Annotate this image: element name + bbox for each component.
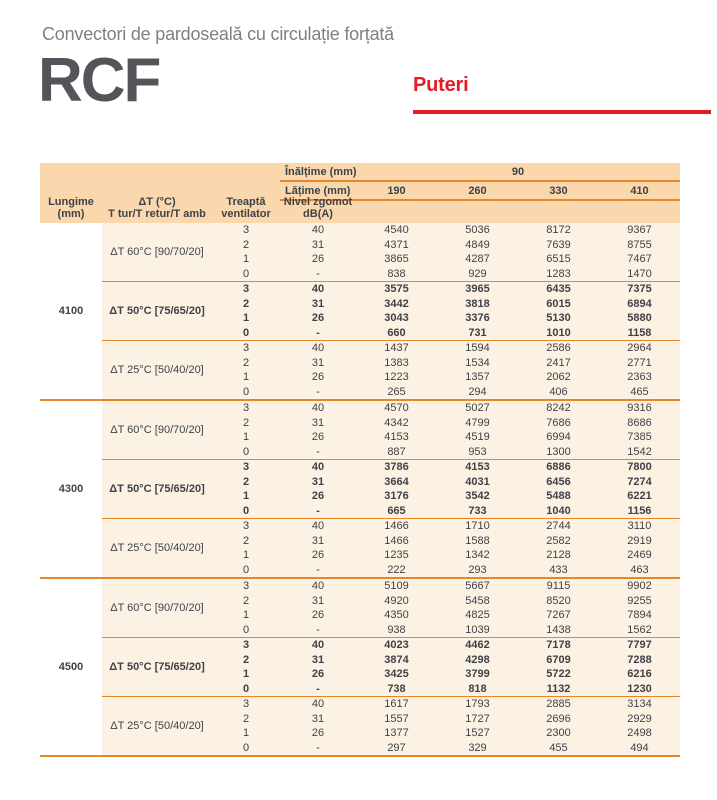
- dt-label-cell: ΔT 60°C [90/70/20]: [110, 246, 204, 258]
- fan-step-cell: 0: [242, 326, 250, 339]
- power-value-cell: 4342: [384, 416, 409, 429]
- power-value-cell: 1377: [384, 727, 409, 740]
- table-body: [40, 223, 680, 757]
- power-value-cell: 494: [630, 741, 649, 754]
- power-value-cell: 818: [468, 682, 487, 695]
- power-value-cell: 294: [468, 385, 487, 398]
- fan-step-cell: 0: [242, 741, 250, 754]
- power-value-cell: 463: [630, 563, 649, 576]
- power-value-cell: 3425: [384, 668, 409, 681]
- power-value-cell: 5488: [546, 490, 571, 503]
- power-value-cell: 4825: [465, 609, 490, 622]
- noise-level-cell: 26: [311, 312, 325, 325]
- power-value-cell: 5880: [627, 312, 652, 325]
- fan-step-cell: 2: [242, 712, 250, 725]
- column-header-treapta-line1: Treaptă: [226, 196, 266, 208]
- dt-label-cell: ΔT 60°C [90/70/20]: [110, 602, 204, 614]
- fan-step-cell: 3: [242, 342, 250, 355]
- power-value-cell: 222: [387, 563, 406, 576]
- power-value-cell: 455: [549, 741, 568, 754]
- dt-block: [102, 579, 680, 637]
- power-value-cell: 2744: [546, 520, 571, 533]
- power-value-cell: 3110: [627, 520, 652, 533]
- fan-step-cell: 1: [242, 609, 250, 622]
- power-value-cell: 4153: [384, 431, 409, 444]
- dt-label-cell: ΔT 50°C [75/65/20]: [109, 305, 205, 317]
- power-value-cell: 3176: [384, 490, 409, 503]
- power-value-cell: 293: [468, 563, 487, 576]
- dt-label-cell: ΔT 25°C [50/40/20]: [110, 720, 204, 732]
- power-value-cell: 8242: [546, 402, 571, 415]
- noise-level-cell: 26: [311, 253, 325, 266]
- fan-step-cell: 1: [242, 253, 250, 266]
- width-value-410: 410: [599, 182, 680, 201]
- power-value-cell: 9316: [627, 402, 652, 415]
- noise-level-cell: -: [316, 682, 320, 695]
- power-value-cell: 8755: [627, 238, 652, 251]
- power-value-cell: 953: [468, 445, 487, 458]
- power-value-cell: 3874: [384, 653, 409, 666]
- power-value-cell: 6994: [546, 431, 571, 444]
- power-value-cell: 1223: [384, 371, 409, 384]
- fan-step-cell: 0: [242, 445, 250, 458]
- column-header-zgomot-line1: Nivel zgomot: [283, 196, 353, 208]
- noise-level-cell: 40: [311, 580, 325, 593]
- power-value-cell: 1010: [546, 326, 571, 339]
- power-value-cell: 6216: [627, 668, 652, 681]
- power-value-cell: 4849: [465, 238, 490, 251]
- power-value-cell: 2696: [546, 712, 571, 725]
- fan-step-cell: 1: [242, 668, 250, 681]
- noise-level-cell: 31: [311, 356, 325, 369]
- dt-blocks: [102, 223, 680, 399]
- power-value-cell: 7800: [627, 461, 652, 474]
- fan-step-cell: 2: [242, 475, 250, 488]
- noise-level-cell: 31: [311, 534, 325, 547]
- power-value-cell: 1235: [384, 549, 409, 562]
- power-value-cell: 4298: [465, 653, 490, 666]
- power-value-cell: 1617: [384, 698, 409, 711]
- dt-blocks: [102, 401, 680, 577]
- power-value-cell: 3575: [384, 283, 409, 296]
- power-value-cell: 7639: [546, 238, 571, 251]
- power-value-cell: 1793: [465, 698, 490, 711]
- power-value-cell: 7267: [546, 609, 571, 622]
- power-value-cell: 1710: [465, 520, 490, 533]
- fan-step-cell: 0: [242, 267, 250, 280]
- fan-step-cell: 3: [242, 639, 250, 652]
- power-value-cell: 4570: [384, 402, 409, 415]
- noise-level-cell: 40: [311, 283, 325, 296]
- power-value-cell: 7467: [627, 253, 652, 266]
- power-value-cell: 4540: [384, 224, 409, 237]
- power-value-cell: 1132: [546, 682, 571, 695]
- dt-label-cell: ΔT 50°C [75/65/20]: [109, 661, 205, 673]
- power-value-cell: 2885: [546, 698, 571, 711]
- fan-step-cell: 3: [242, 461, 250, 474]
- power-value-cell: 4462: [465, 639, 490, 652]
- power-value-cell: 1040: [546, 504, 571, 517]
- power-value-cell: 2469: [627, 549, 652, 562]
- column-header-dt-line1: ΔT (°C): [138, 196, 176, 208]
- fan-step-cell: 0: [242, 385, 250, 398]
- length-group: [40, 579, 680, 757]
- noise-level-cell: 26: [311, 431, 325, 444]
- section-title: Puteri: [413, 74, 469, 96]
- dt-label-cell: ΔT 25°C [50/40/20]: [110, 364, 204, 376]
- power-value-cell: 738: [387, 682, 406, 695]
- section-header: [413, 74, 711, 114]
- power-value-cell: 4153: [465, 461, 490, 474]
- power-value-cell: 9902: [627, 580, 652, 593]
- power-value-cell: 6015: [546, 297, 571, 310]
- power-value-cell: 7178: [546, 639, 571, 652]
- power-value-cell: 1727: [465, 712, 490, 725]
- power-value-cell: 1470: [627, 267, 652, 280]
- power-value-cell: 6709: [546, 653, 571, 666]
- column-header-treapta-line2: ventilator: [221, 208, 271, 220]
- dt-block: [102, 459, 680, 518]
- noise-level-cell: 31: [311, 297, 325, 310]
- power-value-cell: 1383: [384, 356, 409, 369]
- power-value-cell: 3865: [384, 253, 409, 266]
- length-cell: 4100: [40, 223, 102, 399]
- power-value-cell: 7288: [627, 653, 652, 666]
- power-value-cell: 3043: [384, 312, 409, 325]
- noise-level-cell: 31: [311, 416, 325, 429]
- power-value-cell: 265: [387, 385, 406, 398]
- dt-block: [102, 696, 680, 755]
- powers-table: [40, 163, 680, 757]
- column-header-lungime-line1: Lungime: [48, 196, 94, 208]
- fan-step-cell: 3: [242, 402, 250, 415]
- power-value-cell: 406: [549, 385, 568, 398]
- power-value-cell: 660: [387, 326, 406, 339]
- fan-step-cell: 3: [242, 520, 250, 533]
- power-value-cell: 665: [387, 504, 406, 517]
- width-value-330: 330: [518, 182, 599, 201]
- power-value-cell: 6886: [546, 461, 571, 474]
- dt-block: [102, 401, 680, 459]
- column-header-treapta: [212, 163, 280, 223]
- fan-step-cell: 1: [242, 549, 250, 562]
- power-value-cell: 4287: [465, 253, 490, 266]
- power-value-cell: 1594: [465, 342, 490, 355]
- power-value-cell: 1283: [546, 267, 571, 280]
- power-value-cell: 1588: [465, 534, 490, 547]
- power-value-cell: 2771: [627, 356, 652, 369]
- power-value-cell: 4920: [384, 594, 409, 607]
- noise-level-cell: -: [316, 623, 320, 636]
- dt-blocks: [102, 579, 680, 755]
- fan-step-cell: 2: [242, 594, 250, 607]
- power-value-cell: 3818: [465, 297, 490, 310]
- column-header-lungime-line2: (mm): [57, 208, 85, 220]
- power-value-cell: 8520: [546, 594, 571, 607]
- power-value-cell: 5667: [465, 580, 490, 593]
- noise-level-cell: -: [316, 741, 320, 754]
- noise-level-cell: 26: [311, 549, 325, 562]
- power-value-cell: 6221: [627, 490, 652, 503]
- power-value-cell: 4799: [465, 416, 490, 429]
- power-value-cell: 2919: [627, 534, 652, 547]
- noise-level-cell: 31: [311, 238, 325, 251]
- power-value-cell: 6515: [546, 253, 571, 266]
- power-value-cell: 4023: [384, 639, 409, 652]
- power-value-cell: 1230: [627, 682, 652, 695]
- dt-label-cell: ΔT 60°C [90/70/20]: [110, 424, 204, 436]
- power-value-cell: 1534: [465, 356, 490, 369]
- noise-level-cell: 40: [311, 520, 325, 533]
- fan-step-cell: 2: [242, 416, 250, 429]
- power-value-cell: 1557: [384, 712, 409, 725]
- noise-level-cell: 31: [311, 712, 325, 725]
- power-value-cell: 2363: [627, 371, 652, 384]
- power-value-cell: 7797: [627, 639, 652, 652]
- power-value-cell: 433: [549, 563, 568, 576]
- power-value-cell: 2062: [546, 371, 571, 384]
- fan-step-cell: 2: [242, 653, 250, 666]
- noise-level-cell: 26: [311, 668, 325, 681]
- fan-step-cell: 2: [242, 534, 250, 547]
- column-header-dt-line2: T tur/T retur/T amb: [108, 208, 206, 220]
- product-name: RCF: [38, 46, 160, 115]
- column-header-zgomot: [280, 196, 356, 223]
- power-value-cell: 1342: [465, 549, 490, 562]
- power-value-cell: 7385: [627, 431, 652, 444]
- power-value-cell: 2929: [627, 712, 652, 725]
- noise-level-cell: -: [316, 504, 320, 517]
- power-value-cell: 5036: [465, 224, 490, 237]
- fan-step-cell: 1: [242, 431, 250, 444]
- fan-step-cell: 2: [242, 238, 250, 251]
- power-value-cell: 1527: [465, 727, 490, 740]
- noise-level-cell: 40: [311, 342, 325, 355]
- fan-step-cell: 2: [242, 297, 250, 310]
- power-value-cell: 6456: [546, 475, 571, 488]
- noise-level-cell: 40: [311, 461, 325, 474]
- power-value-cell: 1437: [384, 342, 409, 355]
- power-value-cell: 5458: [465, 594, 490, 607]
- power-value-cell: 5109: [384, 580, 409, 593]
- power-value-cell: 3542: [465, 490, 490, 503]
- power-value-cell: 1438: [546, 623, 571, 636]
- power-value-cell: 9367: [627, 224, 652, 237]
- fan-step-cell: 0: [242, 682, 250, 695]
- dt-label-cell: ΔT 50°C [75/65/20]: [109, 483, 205, 495]
- power-value-cell: 1300: [546, 445, 571, 458]
- power-value-cell: 2417: [546, 356, 571, 369]
- noise-level-cell: 26: [311, 609, 325, 622]
- dt-block: [102, 281, 680, 340]
- dt-block: [102, 340, 680, 399]
- length-cell: 4300: [40, 401, 102, 577]
- column-header-zgomot-line2: dB(A): [303, 208, 333, 220]
- power-value-cell: 7375: [627, 283, 652, 296]
- power-value-cell: 4371: [384, 238, 409, 251]
- noise-level-cell: -: [316, 326, 320, 339]
- length-group: [40, 223, 680, 401]
- fan-step-cell: 1: [242, 312, 250, 325]
- dt-block: [102, 637, 680, 696]
- fan-step-cell: 3: [242, 698, 250, 711]
- fan-step-cell: 3: [242, 283, 250, 296]
- power-value-cell: 1156: [627, 504, 652, 517]
- noise-level-cell: 31: [311, 594, 325, 607]
- power-value-cell: 2128: [546, 549, 571, 562]
- fan-step-cell: 1: [242, 490, 250, 503]
- power-value-cell: 5722: [546, 668, 571, 681]
- dt-block: [102, 223, 680, 281]
- power-value-cell: 7686: [546, 416, 571, 429]
- fan-step-cell: 1: [242, 371, 250, 384]
- power-value-cell: 3664: [384, 475, 409, 488]
- power-value-cell: 731: [468, 326, 487, 339]
- power-value-cell: 929: [468, 267, 487, 280]
- noise-level-cell: 40: [311, 698, 325, 711]
- power-value-cell: 2582: [546, 534, 571, 547]
- power-value-cell: 297: [387, 741, 406, 754]
- power-value-cell: 5027: [465, 402, 490, 415]
- power-value-cell: 3442: [384, 297, 409, 310]
- dt-label-cell: ΔT 25°C [50/40/20]: [110, 542, 204, 554]
- noise-level-cell: 26: [311, 727, 325, 740]
- power-value-cell: 1466: [384, 534, 409, 547]
- fan-step-cell: 3: [242, 224, 250, 237]
- power-value-cell: 838: [387, 267, 406, 280]
- noise-level-cell: 26: [311, 371, 325, 384]
- power-value-cell: 887: [387, 445, 406, 458]
- power-value-cell: 1357: [465, 371, 490, 384]
- height-row-label: Înălțime (mm): [280, 163, 356, 182]
- power-value-cell: 2498: [627, 727, 652, 740]
- power-value-cell: 1542: [627, 445, 652, 458]
- column-header-lungime: [40, 163, 102, 223]
- length-group: [40, 401, 680, 579]
- width-value-260: 260: [437, 182, 518, 201]
- power-value-cell: 3376: [465, 312, 490, 325]
- fan-step-cell: 0: [242, 623, 250, 636]
- noise-level-cell: 40: [311, 402, 325, 415]
- power-value-cell: 8172: [546, 224, 571, 237]
- power-value-cell: 9115: [546, 580, 571, 593]
- power-value-cell: 2964: [627, 342, 652, 355]
- fan-step-cell: 0: [242, 504, 250, 517]
- power-value-cell: 1039: [465, 623, 490, 636]
- power-value-cell: 938: [387, 623, 406, 636]
- width-value-190: 190: [356, 182, 437, 201]
- dt-block: [102, 518, 680, 577]
- fan-step-cell: 1: [242, 727, 250, 740]
- page-subtitle: Convectori de pardoseală cu circulație forțată: [42, 24, 394, 44]
- power-value-cell: 7274: [627, 475, 652, 488]
- power-value-cell: 733: [468, 504, 487, 517]
- fan-step-cell: 3: [242, 580, 250, 593]
- noise-level-cell: 31: [311, 653, 325, 666]
- power-value-cell: 3786: [384, 461, 409, 474]
- length-cell: 4500: [40, 579, 102, 755]
- noise-level-cell: 40: [311, 639, 325, 652]
- power-value-cell: 2300: [546, 727, 571, 740]
- power-value-cell: 1158: [627, 326, 652, 339]
- table-header: [40, 163, 680, 223]
- power-value-cell: 1562: [627, 623, 652, 636]
- power-value-cell: 3134: [627, 698, 652, 711]
- power-value-cell: 3965: [465, 283, 490, 296]
- width-row-label: Lățime (mm): [280, 182, 356, 201]
- power-value-cell: 465: [630, 385, 649, 398]
- noise-level-cell: 26: [311, 490, 325, 503]
- power-value-cell: 329: [468, 741, 487, 754]
- column-header-dt: [102, 163, 212, 223]
- power-value-cell: 4031: [465, 475, 490, 488]
- power-value-cell: 6894: [627, 297, 652, 310]
- fan-step-cell: 0: [242, 563, 250, 576]
- height-value: 90: [356, 163, 680, 182]
- power-value-cell: 3799: [465, 668, 490, 681]
- noise-level-cell: -: [316, 385, 320, 398]
- noise-level-cell: -: [316, 267, 320, 280]
- power-value-cell: 2586: [546, 342, 571, 355]
- power-value-cell: 5130: [546, 312, 571, 325]
- power-value-cell: 1466: [384, 520, 409, 533]
- noise-level-cell: 40: [311, 224, 325, 237]
- power-value-cell: 8686: [627, 416, 652, 429]
- power-value-cell: 6435: [546, 283, 571, 296]
- power-value-cell: 7894: [627, 609, 652, 622]
- power-value-cell: 9255: [627, 594, 652, 607]
- fan-step-cell: 2: [242, 356, 250, 369]
- noise-level-cell: -: [316, 563, 320, 576]
- power-value-cell: 4519: [465, 431, 490, 444]
- noise-level-cell: 31: [311, 475, 325, 488]
- noise-level-cell: -: [316, 445, 320, 458]
- power-value-cell: 4350: [384, 609, 409, 622]
